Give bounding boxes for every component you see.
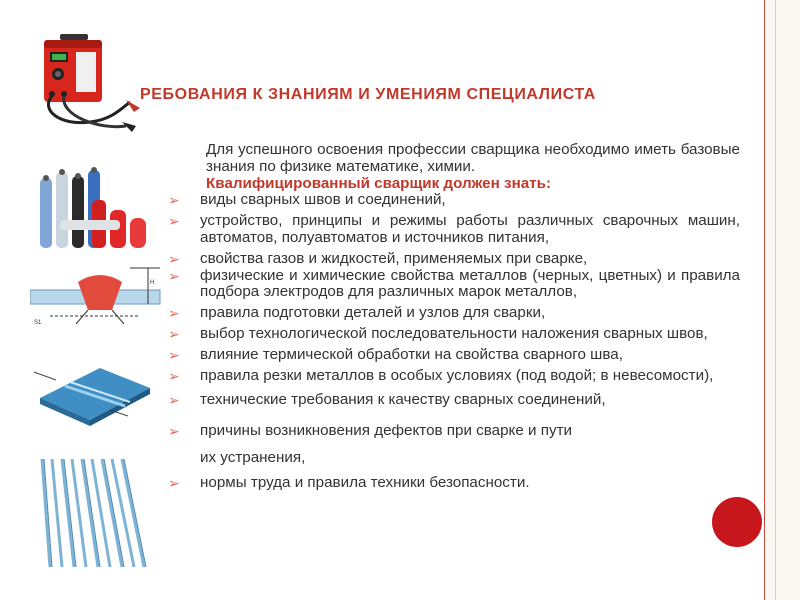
right-decorative-bar bbox=[764, 0, 800, 600]
list-item: ➢ причины возникновения дефектов при сварке и пути их устранения, bbox=[168, 422, 573, 466]
weld-section-image bbox=[30, 358, 155, 428]
list-item: ➢ устройство, принципы и режимы работы различных сварочных машин, автоматов, полуавтоматов и источников питания, bbox=[168, 212, 740, 246]
bullet-arrow-icon: ➢ bbox=[168, 192, 180, 209]
bullet-arrow-icon: ➢ bbox=[168, 423, 180, 440]
weld-joint-diagram bbox=[30, 260, 165, 335]
slide-title: РЕБОВАНИЯ К ЗНАНИЯМ И УМЕНИЯМ СПЕЦИАЛИСТА bbox=[140, 86, 596, 103]
lead-sentence: Квалифицированный сварщик должен знать: bbox=[206, 174, 552, 192]
list-item: ➢ выбор технологической последовательности наложения сварных швов, bbox=[168, 324, 708, 342]
welding-machine-image bbox=[30, 30, 150, 140]
bullet-arrow-icon: ➢ bbox=[168, 267, 180, 284]
list-item: ➢ влияние термической обработки на свойства сварного шва, bbox=[168, 345, 623, 363]
gas-cylinders-image bbox=[30, 160, 160, 250]
list-item: ➢ виды сварных швов и соединений, bbox=[168, 191, 446, 209]
bullet-arrow-icon: ➢ bbox=[168, 367, 180, 384]
decorative-red-circle bbox=[712, 497, 762, 547]
list-item: ➢ технические требования к качеству сварных соединений, bbox=[168, 391, 606, 409]
bullet-arrow-icon: ➢ bbox=[168, 250, 180, 267]
bullet-arrow-icon: ➢ bbox=[168, 474, 180, 491]
list-item-continuation: их устранения, bbox=[200, 448, 306, 466]
welding-electrodes-image bbox=[36, 455, 156, 575]
knowledge-list bbox=[168, 191, 740, 491]
list-item: ➢ свойства газов и жидкостей, применяемых при сварке, bbox=[168, 249, 588, 267]
list-item: ➢ правила подготовки деталей и узлов для сварки, bbox=[168, 304, 546, 322]
svg-text:S1: S1 bbox=[34, 320, 42, 326]
bullet-arrow-icon: ➢ bbox=[168, 213, 180, 230]
bullet-arrow-icon: ➢ bbox=[168, 346, 180, 363]
svg-text:H: H bbox=[150, 280, 155, 286]
intro-paragraph: Для успешного освоения профессии сварщика необходимо иметь базовые знания по физике математике, химии. bbox=[206, 141, 740, 175]
list-item: ➢ нормы труда и правила техники безопасности. bbox=[168, 473, 530, 491]
list-item: ➢ физические и химические свойства металлов (черных, цветных) и правила подбора электродов для различных марок металлов, bbox=[168, 266, 740, 301]
bullet-arrow-icon: ➢ bbox=[168, 305, 180, 322]
list-item: ➢ правила резки металлов в особых условиях (под водой; в невесомости), bbox=[168, 366, 714, 384]
bullet-arrow-icon: ➢ bbox=[168, 325, 180, 342]
bullet-arrow-icon: ➢ bbox=[168, 392, 180, 409]
slide-body bbox=[168, 141, 740, 492]
